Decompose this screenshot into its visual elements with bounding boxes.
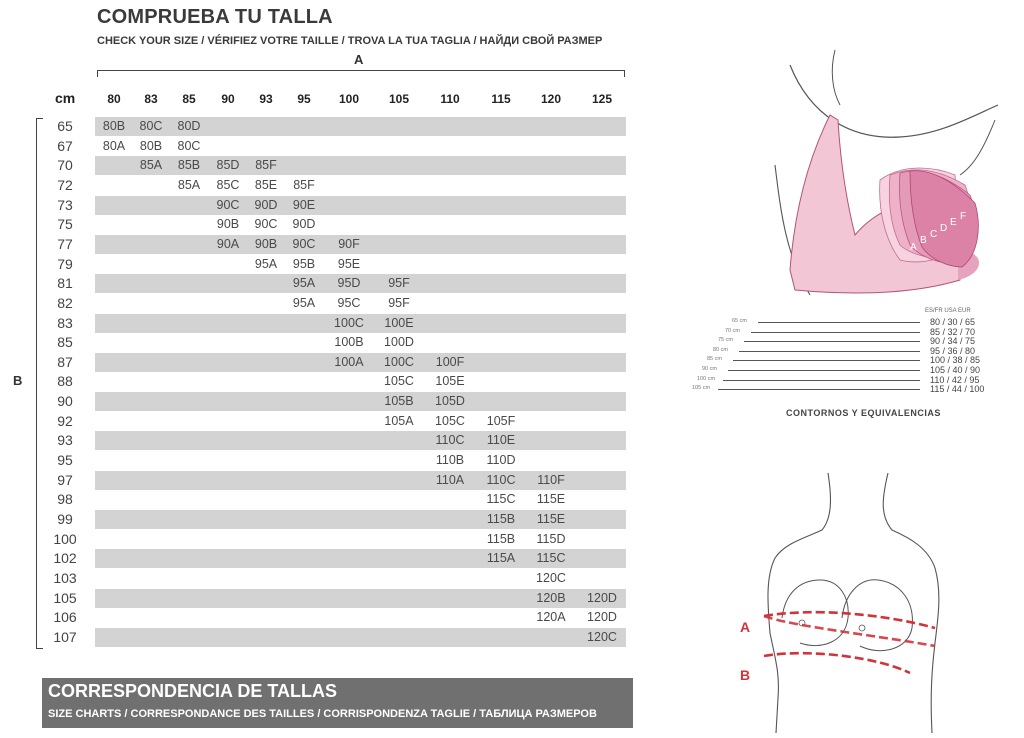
- size-cell: 110B: [435, 453, 465, 468]
- size-cell: 90D: [254, 197, 278, 212]
- size-cell: 110C: [486, 472, 516, 487]
- size-cell: 105C: [435, 413, 465, 428]
- equivalence-rule: [751, 332, 920, 333]
- size-cell: 105B: [384, 394, 414, 409]
- size-cell: 85A: [177, 177, 201, 192]
- equivalence-cm: 75 cm: [718, 337, 733, 344]
- size-cell: 105C: [384, 374, 414, 389]
- equivalence-rule: [758, 322, 920, 323]
- axis-a-label: A: [354, 52, 364, 67]
- size-cell: 90C: [292, 236, 316, 251]
- cup-letter-a: A: [910, 242, 917, 253]
- size-cell: 120C: [587, 629, 617, 644]
- size-cell: 100C: [384, 354, 414, 369]
- row-label: 65: [57, 118, 73, 134]
- size-cell: 115C: [536, 551, 566, 566]
- equivalence-line: [0, 376, 1024, 384]
- size-cell: 110E: [486, 433, 516, 448]
- equivalence-value: 110 / 42 / 95: [930, 374, 980, 385]
- equivalence-value: 85 / 32 / 70: [930, 326, 976, 337]
- size-cell: 115D: [536, 531, 566, 546]
- row-label: 79: [57, 255, 73, 272]
- size-cell: 95E: [337, 256, 361, 271]
- page-title: COMPRUEBA TU TALLA: [97, 6, 333, 28]
- table-row: [95, 215, 626, 234]
- size-cell: 120A: [536, 610, 566, 625]
- equivalence-cm: 80 cm: [713, 346, 728, 353]
- equivalence-cm: 100 cm: [697, 375, 716, 382]
- column-header: 125: [591, 92, 613, 106]
- size-cell: 110C: [435, 433, 465, 448]
- table-row: [95, 196, 626, 215]
- table-row: [95, 431, 626, 450]
- axis-b-label: B: [13, 373, 23, 388]
- row-label: 70: [57, 157, 73, 174]
- measuring-figure: [730, 468, 970, 738]
- size-cell: 85B: [177, 158, 201, 173]
- size-cell: 105D: [435, 394, 465, 409]
- footer-subtitle: SIZE CHARTS / CORRESPONDANCE DES TAILLES / CORRISPONDENZA TAGLIE / ТАБЛИЦА РАЗМЕРОВ: [48, 708, 597, 720]
- size-cell: 85D: [216, 158, 240, 173]
- row-label: 75: [57, 216, 73, 233]
- column-header: 115: [491, 92, 511, 106]
- axis-a-bracket: [97, 70, 625, 77]
- column-header: 85: [182, 92, 196, 106]
- size-cell: 80B: [139, 138, 163, 153]
- size-cell: 120D: [587, 590, 617, 605]
- row-label: 102: [53, 550, 77, 567]
- equivalence-rule: [744, 341, 920, 342]
- cup-letter-f: F: [960, 211, 967, 222]
- row-label: 97: [57, 471, 73, 488]
- size-cell: 95A: [292, 276, 316, 291]
- measure-label-b: B: [740, 667, 751, 683]
- equivalences-title: CONTORNOS Y EQUIVALENCIAS: [786, 408, 941, 418]
- row-label: 88: [57, 373, 73, 390]
- size-cell: 115B: [486, 512, 516, 526]
- size-cell: 95A: [292, 295, 316, 310]
- size-cell: 90C: [216, 197, 240, 212]
- size-cell: 90E: [292, 197, 316, 212]
- equivalence-line: [0, 318, 1024, 326]
- size-cell: 85E: [254, 177, 278, 192]
- size-cell: 90C: [254, 217, 278, 232]
- equivalence-cm: 105 cm: [692, 385, 711, 392]
- size-cell: 120B: [536, 590, 566, 605]
- cup-letter-e: E: [950, 217, 957, 228]
- equivalence-line: [0, 337, 1024, 345]
- row-label: 81: [57, 275, 73, 292]
- size-cell: 95A: [254, 256, 278, 271]
- size-cell: 110A: [435, 472, 465, 487]
- row-label: 98: [57, 491, 73, 508]
- row-label: 99: [57, 511, 73, 527]
- cup-letter-c: C: [930, 229, 938, 240]
- column-header: 120: [540, 92, 562, 106]
- size-cell: 95B: [292, 256, 316, 271]
- column-header: 110: [440, 92, 460, 106]
- size-cell: 100A: [334, 354, 364, 369]
- equivalence-cm: 70 cm: [725, 327, 740, 334]
- equivalence-cm: 85 cm: [707, 356, 722, 363]
- row-label: 106: [53, 609, 77, 626]
- page-subtitle: CHECK YOUR SIZE / VÉRIFIEZ VOTRE TAILLE / TROVA LA TUA TAGLIA / НАЙДИ СВОЙ РАЗМЕР: [97, 35, 603, 47]
- row-label: 73: [57, 196, 73, 213]
- equivalence-rule: [718, 389, 920, 390]
- equivalence-rule: [733, 360, 920, 361]
- size-cell: 120D: [587, 610, 617, 625]
- equivalence-value: 95 / 36 / 80: [930, 345, 976, 356]
- equivalence-value: 105 / 40 / 90: [930, 365, 981, 375]
- size-cell: 120C: [536, 570, 566, 585]
- size-cell: 110D: [486, 453, 516, 468]
- size-cell: 90A: [216, 236, 240, 251]
- unit-label: cm: [55, 90, 76, 106]
- equivalence-value: 90 / 34 / 75: [930, 336, 976, 347]
- row-label: 67: [57, 137, 73, 154]
- cup-letter-b: B: [920, 235, 927, 246]
- size-cell: 100F: [435, 354, 465, 369]
- column-header: 100: [338, 92, 360, 106]
- size-cell: 95D: [337, 276, 361, 291]
- size-cell: 80C: [177, 138, 201, 153]
- cup-letter-d: D: [940, 223, 948, 234]
- equivalence-value: 115 / 44 / 100: [930, 384, 985, 395]
- equivalence-line: [0, 366, 1024, 374]
- size-cell: 105A: [384, 413, 414, 428]
- equivalence-line: [0, 356, 1024, 364]
- row-label: 85: [57, 334, 73, 351]
- row-label: 95: [57, 452, 73, 469]
- column-header: 105: [388, 92, 410, 106]
- table-row: [95, 412, 626, 431]
- size-cell: 100E: [384, 315, 414, 330]
- size-cell: 100D: [384, 335, 414, 350]
- size-cell: 115E: [536, 512, 566, 526]
- equivalence-rule: [739, 351, 920, 352]
- row-label: 92: [57, 412, 73, 429]
- footer-title: CORRESPONDENCIA DE TALLAS: [48, 681, 338, 701]
- size-cell: 85F: [255, 158, 277, 173]
- row-label: 105: [53, 589, 77, 606]
- size-cell: 105E: [435, 374, 465, 389]
- equivalence-cm: 65 cm: [732, 318, 747, 324]
- equivalence-rule: [723, 380, 920, 381]
- row-label: 82: [57, 294, 73, 311]
- size-cell: 85A: [139, 158, 163, 173]
- row-label: 100: [53, 530, 77, 547]
- equivalence-line: [0, 347, 1024, 355]
- size-cell: 85F: [293, 177, 315, 192]
- table-row: [95, 628, 626, 647]
- row-label: 107: [53, 628, 77, 645]
- equivalences-header: ES/FR USA EUR: [925, 308, 971, 314]
- row-label: 93: [57, 432, 73, 449]
- column-header: 95: [297, 92, 311, 106]
- size-cell: 115B: [486, 531, 516, 546]
- size-cell: 105F: [486, 413, 516, 428]
- size-cell: 95F: [388, 276, 410, 291]
- row-label: 103: [53, 569, 77, 586]
- equivalence-rule: [728, 370, 920, 371]
- size-cell: 100B: [334, 335, 364, 350]
- row-label: 77: [57, 235, 73, 252]
- row-label: 90: [57, 393, 73, 410]
- equivalence-line: [0, 328, 1024, 336]
- row-label: 87: [57, 353, 73, 370]
- size-cell: 115E: [536, 492, 566, 507]
- size-cell: 90D: [292, 217, 316, 232]
- row-label: 83: [57, 314, 73, 331]
- size-cell: 90B: [216, 217, 240, 232]
- table-row: [95, 451, 626, 470]
- column-header: 90: [221, 92, 235, 106]
- row-label: 72: [57, 176, 73, 193]
- column-header: 83: [144, 92, 158, 106]
- size-cell: 90B: [254, 236, 278, 251]
- equivalence-line: [0, 385, 1024, 393]
- column-header: 93: [259, 92, 273, 106]
- size-cell: 80B: [102, 119, 126, 133]
- size-cell: 85C: [216, 177, 240, 192]
- size-cell: 115C: [486, 492, 516, 507]
- column-header: 80: [107, 92, 121, 106]
- equivalence-value: 100 / 38 / 85: [930, 355, 981, 366]
- measure-label-a: A: [740, 619, 751, 635]
- equivalence-value: 80 / 30 / 65: [930, 317, 976, 327]
- size-cell: 100C: [334, 315, 364, 330]
- size-cell: 115A: [486, 551, 516, 566]
- size-cell: 80A: [102, 138, 126, 153]
- equivalence-cm: 90 cm: [702, 366, 717, 372]
- size-cell: 90F: [338, 236, 360, 251]
- footer-banner: [42, 678, 633, 728]
- bra-cup-illustration: [770, 45, 1010, 305]
- size-cell: 95C: [337, 295, 361, 310]
- size-cell: 80C: [139, 119, 163, 133]
- size-cell: 110F: [537, 472, 565, 487]
- table-row: [95, 392, 626, 411]
- size-cell: 95F: [388, 295, 410, 310]
- size-cell: 80D: [177, 119, 201, 133]
